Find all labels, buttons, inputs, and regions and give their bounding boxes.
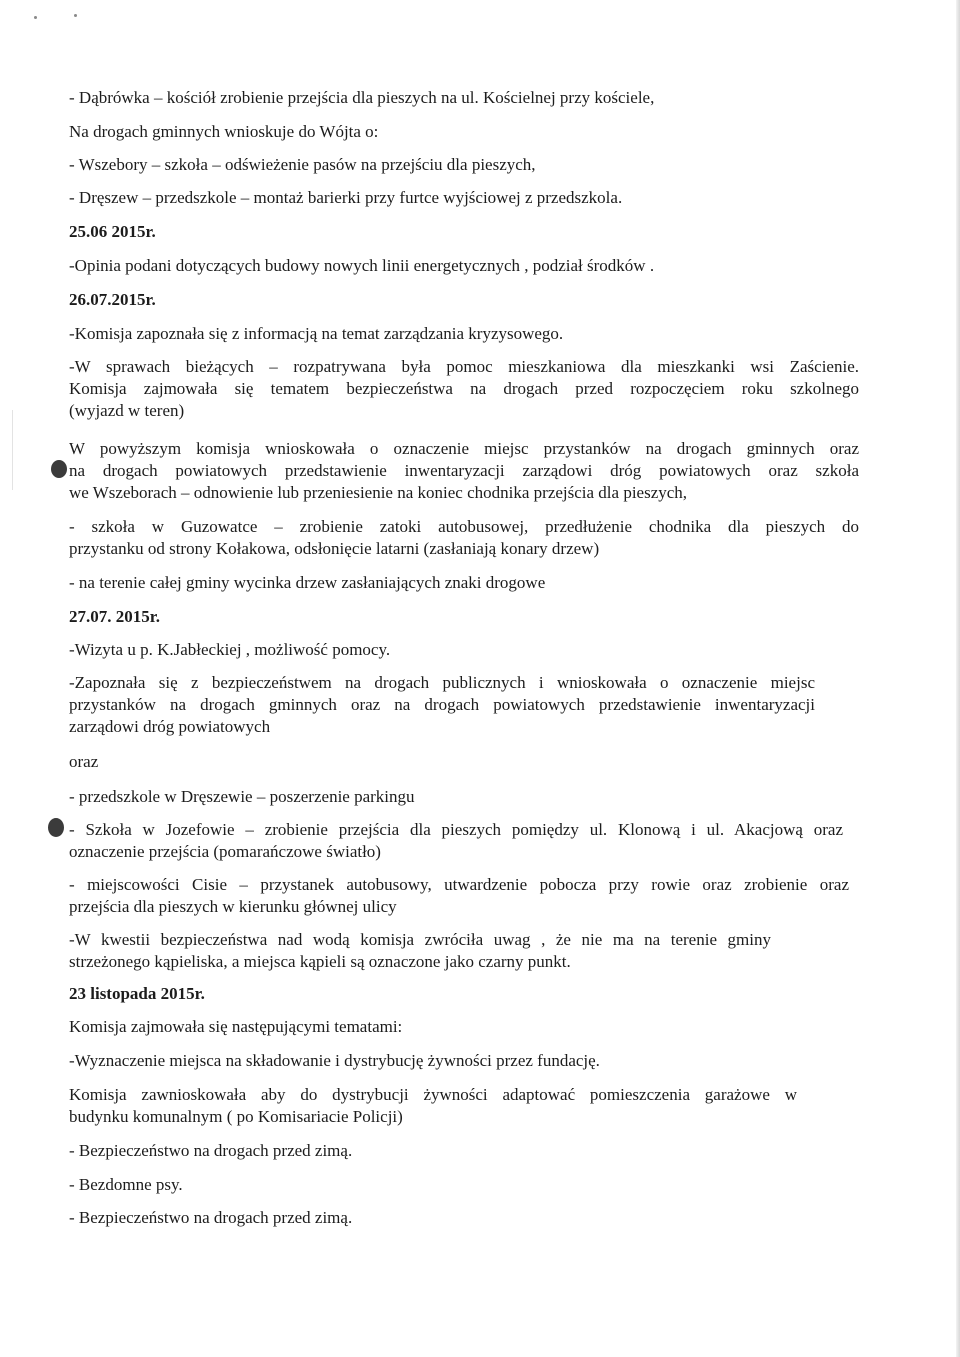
paragraph-line: -W sprawach bieżących – rozpatrywana była pomoc mieszkaniowa dla mieszkanki wsi Zaścienie. [69,357,859,376]
punch-hole-icon [51,460,67,478]
paragraph: - Dąbrówka – kościół zrobienie przejścia dla pieszych na ul. Kościelnej przy kościele, [69,88,655,107]
paragraph: Komisja zajmowała się następującymi tematami: [69,1017,403,1036]
paragraph-line: (wyjazd w teren) [69,401,185,420]
paragraph-line: oznaczenie przejścia (pomarańczowe światło) [69,842,381,861]
paragraph: - przedszkole w Dręszewie – poszerzenie parkingu [69,787,415,806]
paragraph: Na drogach gminnych wnioskuje do Wójta o: [69,122,379,141]
date-heading: 23 listopada 2015r. [69,984,205,1003]
paragraph-line: Komisja zawnioskowała aby do dystrybucji żywności adaptować pomieszczenia garażowe w [69,1085,797,1104]
paragraph-line: - miejscowości Cisie – przystanek autobusowy, utwardzenie pobocza przy rowie oraz zrobienie oraz [69,875,849,894]
scan-marks [30,10,90,26]
paragraph [69,929,859,973]
paragraph [69,672,859,738]
paragraph: - Bezdomne psy. [69,1175,183,1194]
paragraph-line: na drogach powiatowych przedstawienie inwentaryzacji zarządowi dróg powiatowych oraz szkoła [69,461,859,480]
paragraph-line: - Szkoła w Jozefowie – zrobienie przejścia dla pieszych pomiędzy ul. Klonową i ul. Akacjową oraz [69,820,843,839]
paragraph [69,438,859,504]
paragraph [69,819,859,863]
paragraph-line: przejścia dla pieszych w kierunku głównej ulicy [69,897,397,916]
paragraph-line: -W kwestii bezpieczeństwa nad wodą komisja zwróciła uwag , że nie ma na terenie gminy [69,930,771,949]
punch-hole-icon [48,818,64,837]
paragraph-line: strzeżonego kąpieliska, a miejsca kąpieli są oznaczone jako czarny punkt. [69,952,571,971]
paragraph-line: przystanku od strony Kołakowa, odsłonięcie latarni (zasłaniają konary drzew) [69,539,600,558]
paragraph: oraz [69,752,99,771]
paragraph-line: Komisja zajmowała się tematem bezpieczeństwa na drogach przed rozpoczęciem roku szkolnego [69,379,859,398]
paragraph: -Wyznaczenie miejsca na składowanie i dystrybucję żywności przez fundację. [69,1051,600,1070]
date-heading: 26.07.2015r. [69,290,156,309]
paragraph-line: we Wszeborach – odnowienie lub przeniesienie na koniec chodnika przejścia dla pieszych, [69,483,688,502]
paragraph: - na terenie całej gminy wycinka drzew zasłaniających znaki drogowe [69,573,546,592]
paragraph: - Wszebory – szkoła – odświeżenie pasów na przejściu dla pieszych, [69,155,536,174]
paragraph: - Bezpieczeństwo na drogach przed zimą. [69,1208,353,1227]
paragraph-line: - szkoła w Guzowatce – zrobienie zatoki autobusowej, przedłużenie chodnika dla pieszych do [69,517,859,536]
paragraph [69,874,859,918]
paragraph-line: przystanków na drogach gminnych oraz na drogach powiatowych przedstawienie inwentaryzacji [69,695,815,714]
page-edge-shadow [956,0,960,1357]
paragraph: -Komisja zapoznała się z informacją na temat zarządzania kryzysowego. [69,324,564,343]
date-heading: 27.07. 2015r. [69,607,160,626]
paragraph-line: budynku komunalnym ( po Komisariacie Policji) [69,1107,403,1126]
paragraph-line: W powyższym komisja wnioskowała o oznaczenie miejsc przystanków na drogach gminnych oraz [69,439,859,458]
paragraph-line: zarządowi dróg powiatowych [69,717,271,736]
date-heading: 25.06 2015r. [69,222,156,241]
paragraph: -Opinia podani dotyczących budowy nowych linii energetycznych , podział środków . [69,256,655,275]
scan-artifact-line [12,410,13,490]
paragraph: - Bezpieczeństwo na drogach przed zimą. [69,1141,353,1160]
paragraph [69,1084,859,1128]
paragraph: - Dręszew – przedszkole – montaż barierki przy furtce wyjściowej z przedszkola. [69,188,623,207]
paragraph [69,356,859,422]
document-body [69,87,859,1229]
paragraph-line: -Zapoznała się z bezpieczeństwem na drogach publicznych i wnioskowała o oznaczenie miejsc [69,673,815,692]
paragraph: -Wizyta u p. K.Jabłeckiej , możliwość pomocy. [69,640,391,659]
paragraph [69,516,859,560]
